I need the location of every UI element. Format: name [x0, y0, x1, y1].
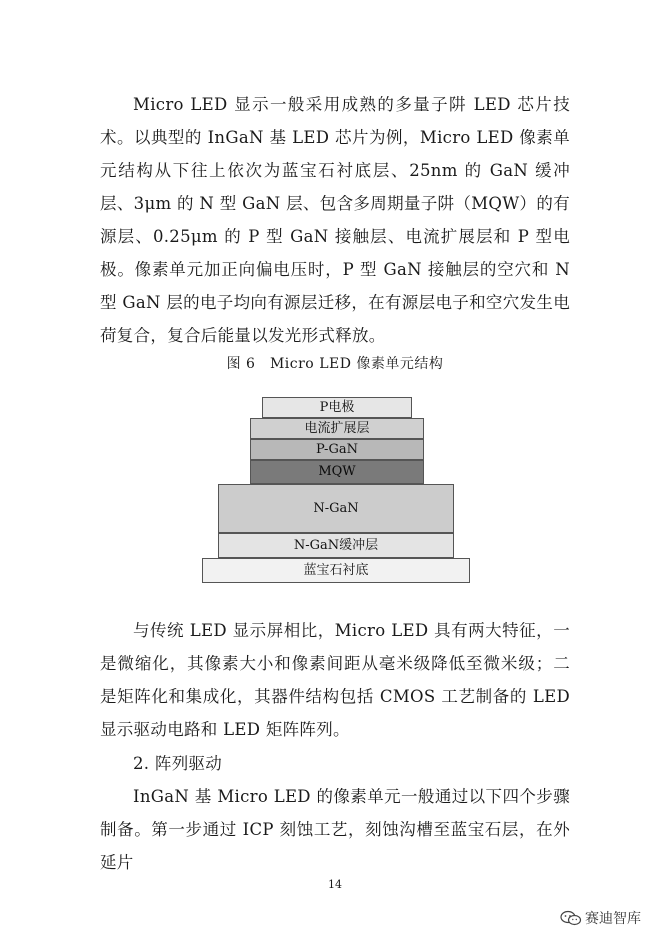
paragraph-fabrication: InGaN 基 Micro LED 的像素单元一般通过以下四个步骤制备。第一步通过 ICP 刻蚀工艺，刻蚀沟槽至蓝宝石层，在外延片 — [100, 787, 570, 872]
wechat-icon — [560, 910, 582, 926]
section-heading: 2. 阵列驱动 — [133, 754, 223, 773]
layer-current-spreading: 电流扩展层 — [250, 418, 424, 439]
layer-mqw: MQW — [250, 460, 424, 484]
paragraph-structure-intro: Micro LED 显示一般采用成熟的多量子阱 LED 芯片技术。以典型的 InGaN 基 LED 芯片为例，Micro LED 像素单元结构从下往上依次为蓝宝石衬底层、25nm 的 GaN 缓冲层、3μm 的 N 型 GaN 层、包含多周期量子阱（MQW）的有源层、0.25μm 的 P 型 GaN 接触层、电流扩展层和 P 型电极。像素单元加正向偏电压时，P 型 GaN 接触层的空穴和 N 型 GaN 层的电子均向有源层迁移，在有源层电子和空穴发生电荷复合，复合后能量以发光形式释放。 — [100, 95, 570, 345]
watermark-logo — [560, 908, 641, 928]
layer-p-electrode: P电极 — [262, 397, 412, 418]
figure-caption: 图 6 Micro LED 像素单元结构 — [226, 356, 444, 372]
page-number: 14 — [328, 878, 342, 891]
layer-n-gan: N-GaN — [218, 484, 454, 533]
layer-n-gan-buffer: N-GaN缓冲层 — [218, 533, 454, 558]
watermark-text: 赛迪智库 — [585, 911, 641, 927]
layer-p-gan: P-GaN — [250, 439, 424, 460]
paragraph-features: 与传统 LED 显示屏相比，Micro LED 具有两大特征，一是微缩化，其像素大小和像素间距从毫米级降低至微米级；二是矩阵化和集成化，其器件结构包括 CMOS 工艺制备的 LED 显示驱动电路和 LED 矩阵阵列。 — [100, 621, 570, 739]
layer-sapphire-substrate: 蓝宝石衬底 — [202, 558, 470, 583]
